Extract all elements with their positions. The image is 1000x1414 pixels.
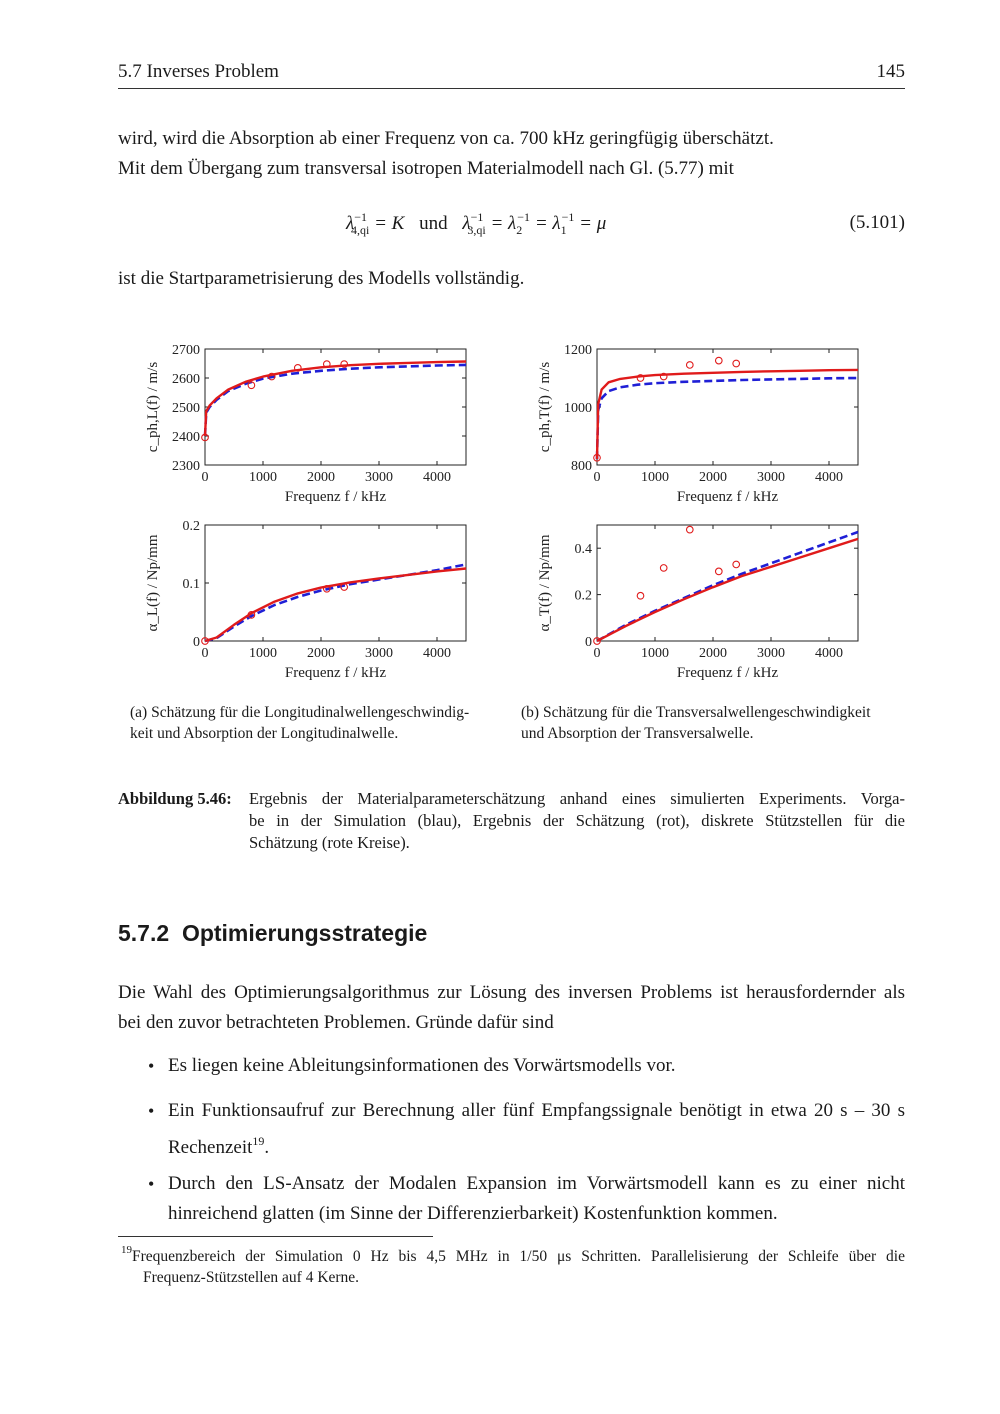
x-tick-label: 4000 xyxy=(815,470,843,485)
equation-number: (5.101) xyxy=(849,212,905,233)
y-tick-label: 0.2 xyxy=(182,519,200,534)
x-tick-label: 3000 xyxy=(757,646,785,661)
x-tick-label: 1000 xyxy=(249,646,277,661)
running-header xyxy=(118,61,279,83)
series-line-simulation xyxy=(205,365,466,436)
y-tick-label: 0 xyxy=(193,635,200,650)
series-line-simulation xyxy=(597,532,858,641)
x-tick-label: 1000 xyxy=(641,646,669,661)
equation: $\lambda^{-1}_{4,qi} = K$ und $\lambda^{-1}_{3,qi} = \lambda_2^{-1} = \lambda_1^{-1} = \mu$ xyxy=(346,210,607,237)
x-tick-label: 3000 xyxy=(365,470,393,485)
series-line-simulation xyxy=(597,378,858,459)
x-tick-label: 0 xyxy=(201,646,209,661)
intro-line-2: Mit dem Übergang zum transversal isotropen Materialmodell nach Gl. (5.77) mit xyxy=(118,158,734,179)
y-tick-label: 800 xyxy=(571,459,592,474)
plot-absorption-longitudinal xyxy=(145,519,466,681)
plot-axes-box xyxy=(597,349,858,465)
series-line-estimate xyxy=(205,569,466,642)
y-tick-label: 2500 xyxy=(172,401,200,416)
y-tick-label: 2400 xyxy=(172,430,200,445)
x-tick-label: 1000 xyxy=(641,470,669,485)
paragraph-line-1: Die Wahl des Optimierungsalgorithmus zur Lösung des inversen Problems ist herausfordernder als xyxy=(118,982,905,1003)
x-tick-label: 0 xyxy=(593,470,601,485)
y-tick-label: 0 xyxy=(585,635,592,650)
data-point-marker xyxy=(716,357,723,364)
y-tick-label: 0.2 xyxy=(574,588,592,604)
x-tick-label: 2000 xyxy=(307,646,335,661)
header-section: 5.7 Inverses Problem xyxy=(118,61,279,82)
x-axis-label: Frequenz f / kHz xyxy=(676,489,779,505)
bullet-marker: • xyxy=(148,1101,155,1121)
section-title: Optimierungsstrategie xyxy=(181,920,428,946)
x-axis-label: Frequenz f / kHz xyxy=(284,665,387,681)
series-line-estimate xyxy=(597,539,858,641)
x-tick-label: 0 xyxy=(201,470,209,485)
y-axis-label: α_T(f) / Np/mm xyxy=(537,534,553,632)
intro-line-1: wird, wird die Absorption ab einer Frequenz von ca. 700 kHz geringfügig überschätzt. xyxy=(118,128,774,149)
y-tick-label: 2300 xyxy=(172,459,200,474)
bullet-marker: • xyxy=(148,1056,155,1076)
y-tick-label: 1000 xyxy=(564,401,592,416)
y-tick-label: 2600 xyxy=(172,372,200,387)
x-tick-label: 4000 xyxy=(423,646,451,661)
paragraph-line-2: bei den zuvor betrachteten Problemen. Gründe dafür sind xyxy=(118,1012,554,1033)
y-axis-label: α_L(f) / Np/mm xyxy=(145,534,161,632)
x-tick-label: 4000 xyxy=(815,646,843,661)
subcaption-b: (b) Schätzung für die Transversalwellengeschwindigkeit und Absorption der Transversalwelle. xyxy=(521,704,871,742)
figure-caption-label: Abbildung 5.46: xyxy=(118,789,232,808)
data-point-marker xyxy=(637,592,644,599)
section-number: 5.7.2 xyxy=(118,920,170,946)
header-rule xyxy=(118,88,905,89)
plot-absorption-transversal xyxy=(537,525,858,681)
subcaption-a: (a) Schätzung für die Longitudinalwellengeschwindig- keit und Absorption der Longitudinalwelle. xyxy=(130,704,470,742)
series-line-simulation xyxy=(205,564,466,641)
bullet-marker: • xyxy=(148,1174,155,1194)
after-equation-text: ist die Startparametrisierung des Modells vollständig. xyxy=(118,268,525,289)
plot-phase-velocity-longitudinal xyxy=(145,343,466,505)
x-axis-label: Frequenz f / kHz xyxy=(284,489,387,505)
plot-phase-velocity-transversal xyxy=(537,343,858,505)
data-point-marker xyxy=(716,568,723,575)
data-point-marker xyxy=(687,526,694,533)
page-number: 145 xyxy=(876,61,905,82)
series-line-estimate xyxy=(597,370,858,459)
y-tick-label: 0.1 xyxy=(182,577,200,592)
figure-plots xyxy=(0,330,1000,700)
section-heading xyxy=(118,920,427,947)
data-point-marker xyxy=(687,362,694,369)
bullet-2-line-2: Rechenzeit$^{19}$. xyxy=(168,1134,270,1158)
x-tick-label: 3000 xyxy=(365,646,393,661)
x-axis-label: Frequenz f / kHz xyxy=(676,665,779,681)
footnote: $^{19}$Frequenzbereich der Simulation 0 Hz bis 4,5 MHz in 1/50 μs Schritten. Parallelisierung der Schleife über die Frequenz-Stützstellen auf 4 Kerne. xyxy=(121,1244,905,1286)
footnote-rule xyxy=(118,1236,433,1237)
x-tick-label: 2000 xyxy=(307,470,335,485)
y-tick-label: 0.4 xyxy=(574,542,592,558)
figure-caption-text: Ergebnis der Materialparameterschätzung anhand eines simulierten Experiments. Vorga- be in der Simulation (blau), Ergebnis der Schätzung (rot), diskrete Stützstellen für die Schätzung (rote Kreise). xyxy=(249,789,905,852)
x-tick-label: 2000 xyxy=(699,646,727,661)
x-tick-label: 4000 xyxy=(423,470,451,485)
y-axis-label: c_ph,T(f) / m/s xyxy=(537,361,553,453)
y-axis-label: c_ph,L(f) / m/s xyxy=(145,361,161,453)
plot-axes-box xyxy=(597,525,858,641)
data-point-marker xyxy=(733,561,740,568)
bullet-2-line-1: Ein Funktionsaufruf zur Berechnung aller fünf Empfangssignale benötigt in etwa 20 s – 30 s xyxy=(168,1100,905,1121)
data-point-marker xyxy=(660,565,667,572)
bullet-3-line-2: hinreichend glatten (im Sinne der Differenzierbarkeit) Kostenfunktion kommen. xyxy=(168,1203,778,1224)
x-tick-label: 2000 xyxy=(699,470,727,485)
bullet-3-line-1: Durch den LS-Ansatz der Modalen Expansion im Vorwärtsmodell kann es zu einer nicht xyxy=(168,1173,905,1194)
plot-axes-box xyxy=(205,525,466,641)
x-tick-label: 3000 xyxy=(757,470,785,485)
data-point-marker xyxy=(733,360,740,367)
series-line-estimate xyxy=(205,362,466,437)
y-tick-label: 2700 xyxy=(172,343,200,358)
x-tick-label: 0 xyxy=(593,646,601,661)
x-tick-label: 1000 xyxy=(249,470,277,485)
bullet-1: Es liegen keine Ableitungsinformationen des Vorwärtsmodells vor. xyxy=(168,1055,676,1076)
y-tick-label: 1200 xyxy=(564,343,592,358)
